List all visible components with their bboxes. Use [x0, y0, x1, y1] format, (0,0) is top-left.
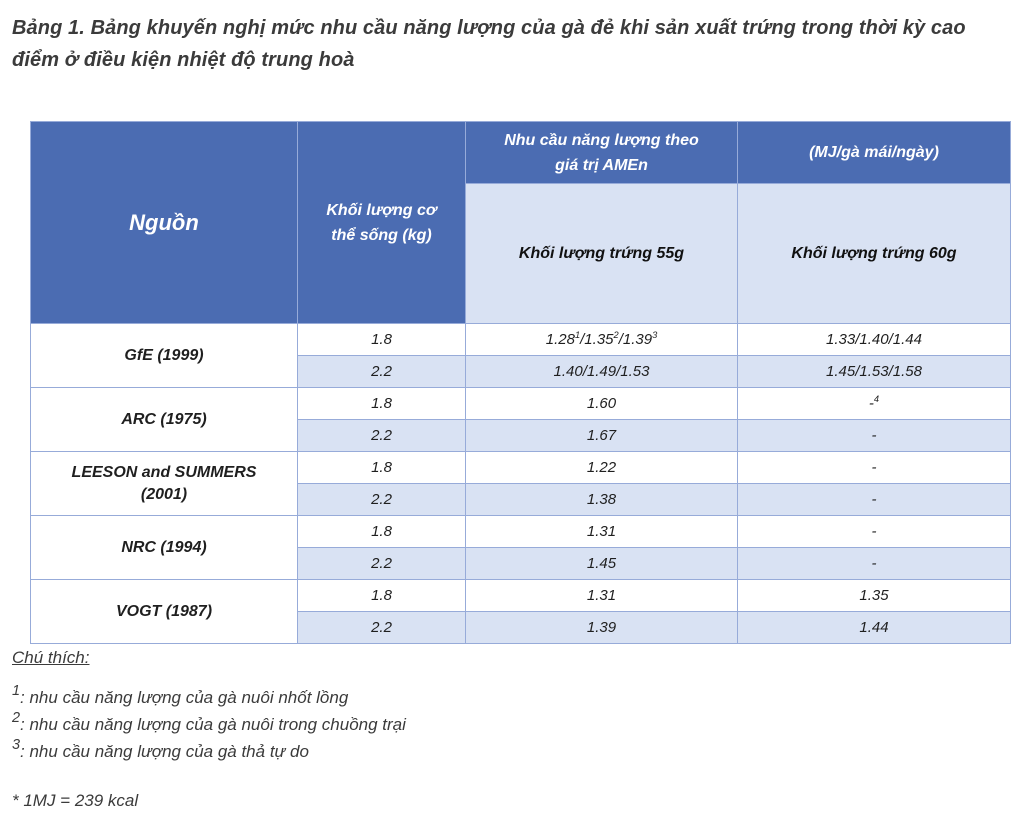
- weight-cell: 2.2: [298, 612, 466, 644]
- source-cell: GfE (1999): [31, 324, 298, 388]
- footnote-text: : nhu cầu năng lượng của gà thả tự do: [20, 742, 309, 761]
- notes-section: [12, 648, 1012, 811]
- egg60-cell: 1.33/1.40/1.44: [738, 324, 1011, 356]
- source-cell: NRC (1994): [31, 516, 298, 580]
- header-energy-requirement: Nhu cầu năng lượng theo giá trị AMEn: [466, 122, 738, 184]
- egg55-cell: 1.40/1.49/1.53: [466, 356, 738, 388]
- header-unit: (MJ/gà mái/ngày): [738, 122, 1011, 184]
- table-header: [31, 122, 1011, 324]
- egg55-cell: 1.38: [466, 484, 738, 516]
- egg60-cell: 1.45/1.53/1.58: [738, 356, 1011, 388]
- egg60-cell: -: [738, 420, 1011, 452]
- footnote-line: [12, 684, 1012, 711]
- egg60-cell: 1.35: [738, 580, 1011, 612]
- egg60-cell: 1.44: [738, 612, 1011, 644]
- egg55-cell: 1.45: [466, 548, 738, 580]
- egg55-cell: 1.39: [466, 612, 738, 644]
- egg60-cell: -: [738, 484, 1011, 516]
- header-row-top: [31, 122, 1011, 184]
- header-egg-55g: Khối lượng trứng 55g: [466, 184, 738, 324]
- weight-cell: 2.2: [298, 548, 466, 580]
- egg55-cell: 1.31: [466, 580, 738, 612]
- table-row: [31, 452, 1011, 484]
- egg60-cell: -: [738, 548, 1011, 580]
- egg55-cell: 1.67: [466, 420, 738, 452]
- footnote-marker: 2: [12, 710, 21, 727]
- weight-cell: 1.8: [298, 452, 466, 484]
- egg60-cell: -: [738, 452, 1011, 484]
- egg55-cell: 1.28$^1$/1.35$^2$/1.39$^3$: [466, 324, 738, 356]
- table-body: [31, 324, 1011, 644]
- weight-cell: 2.2: [298, 484, 466, 516]
- egg55-cell: 1.31: [466, 516, 738, 548]
- weight-cell: 1.8: [298, 516, 466, 548]
- egg60-cell: -: [738, 516, 1011, 548]
- footnote-text: : nhu cầu năng lượng của gà nuôi trong chuồng trại: [20, 715, 406, 734]
- weight-cell: 2.2: [298, 356, 466, 388]
- energy-requirement-table: [30, 121, 1011, 644]
- footnote-line: [12, 738, 1012, 765]
- weight-cell: 1.8: [298, 388, 466, 420]
- source-cell: VOGT (1987): [31, 580, 298, 644]
- unit-conversion-note: * 1MJ = 239 kcal: [12, 791, 139, 810]
- table-title: Bảng 1. Bảng khuyến nghị mức nhu cầu năng lượng của gà đẻ khi sản xuất trứng trong thời kỳ cao điểm ở điều kiện nhiệt độ trung hoà: [12, 17, 966, 71]
- source-cell: ARC (1975): [31, 388, 298, 452]
- weight-cell: 1.8: [298, 324, 466, 356]
- header-egg-60g: Khối lượng trứng 60g: [738, 184, 1011, 324]
- footnote-text: : nhu cầu năng lượng của gà nuôi nhốt lồng: [20, 688, 349, 707]
- document-page: [0, 12, 1024, 840]
- source-cell: LEESON and SUMMERS (2001): [31, 452, 298, 516]
- table-row: [31, 516, 1011, 548]
- header-body-weight: Khối lượng cơ thể sống (kg): [298, 122, 466, 324]
- footnote-line: [12, 711, 1012, 738]
- footnote-marker: 3: [12, 737, 21, 754]
- weight-cell: 1.8: [298, 580, 466, 612]
- table-row: [31, 580, 1011, 612]
- footnote-marker: 1: [12, 683, 21, 700]
- notes-heading: Chú thích:: [12, 648, 90, 667]
- table-row: [31, 388, 1011, 420]
- weight-cell: 2.2: [298, 420, 466, 452]
- egg60-cell: -$^4$: [738, 388, 1011, 420]
- egg55-cell: 1.22: [466, 452, 738, 484]
- notes-list: [12, 684, 1012, 765]
- egg55-cell: 1.60: [466, 388, 738, 420]
- header-source: Nguồn: [31, 122, 298, 324]
- table-row: [31, 324, 1011, 356]
